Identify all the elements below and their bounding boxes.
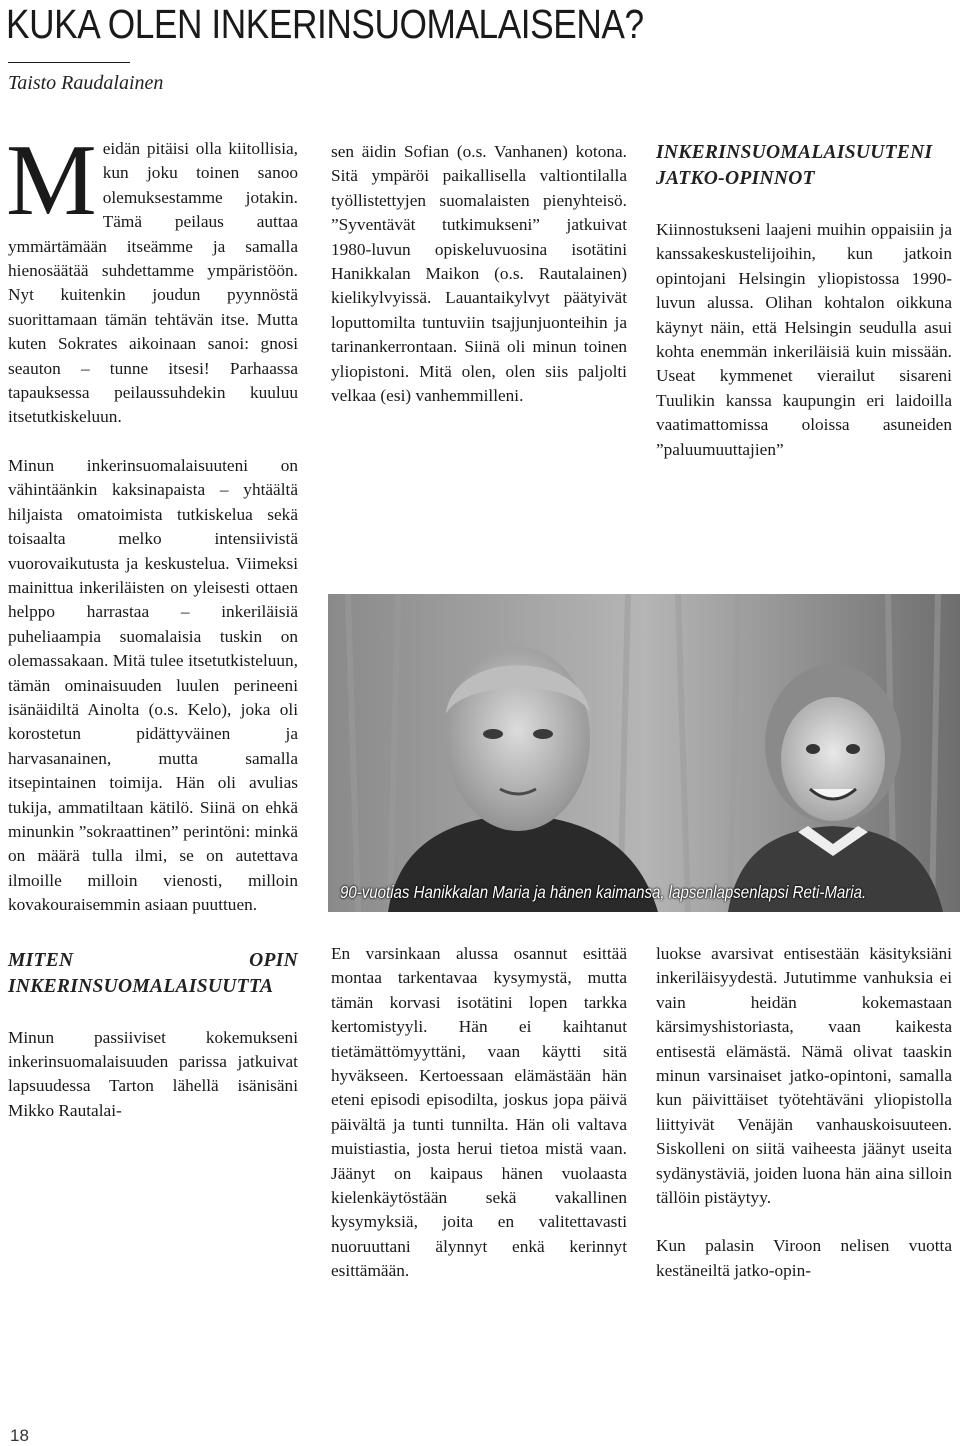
column-3-bottom [656,942,952,1283]
section-heading: INKERINSUOMALAISUUTENI JATKO-OPINNOT [656,142,933,189]
body-paragraph: Minun passiiviset kokemukseni inkerinsuomalaisuuden parissa jatkuivat lapsuudessa Tarton lähellä isänisäni Mikko Rautalai- [8,1027,298,1120]
column-1 [6,124,298,1123]
photo-caption: 90-vuotias Hanikkalan Maria ja hänen kaimansa, lapsenlapsenlapsi Reti-Maria. [340,882,867,902]
body-paragraph: Minun inkerinsuomalaisuuteni on vähintäänkin kaksinapaista – yhtäältä hiljaista omatoimista tutkiskelua sekä toisaalta melko intensiivistä vuorovaikutusta ja keskustelua. Viimeksi mainittua inkeriläisten on yleisesti ottaen helppo harrastaa – inkeriläisiä puheliaampia suomalaisia tuskin on olemassakaan. Mitä tulee itsetutkisteluun, tämän ominaisuuden luulen perineeni isänäidiltä Ainolta (o.s. Kelo), joka oli korostetun pidättyväinen ja harvasanainen, mutta samalla itsepintainen toimija. Hän oli avulias tukija, ammatiltaan kätilö. Siinä on ehkä minunkin ”sokraattinen” perintöni: minkä on määrä tulla ilmi, se on autettava ilmoille milloin vienosti, milloin kovakouraisemmin asiaan puuttuen. [8,455,298,915]
section-heading: MITEN OPIN INKERINSUOMALAISUUTTA [8,949,298,997]
column-3-top [656,140,952,462]
body-paragraph: luokse avarsivat entisestään käsityksiäni inkeriläisyydestä. Jututimme vanhuksia ei vain heidän kokemastaan kärsimyshistoriasta, vaan kaikesta entisestä elämästä. Nämä olivat taaskin minun varsinaiset jatko-opintoni, samalla kun päivittäiset työtehtäväni yliopistolla liittyivät Venäjän vanhauskoisuuteen. Siskolleni on siitä vaiheesta jäänyt useita sydänystäviä, joiden luona hän aina silloin tällöin pistäytyy. [656,944,952,1208]
body-paragraph: En varsinkaan alussa osannut esittää montaa tarkentavaa kysymystä, mutta tämän korvasi isotätini lopen tarkka kertomistyyli. Hän ei kaihtanut tietämättömyyttäni, vaan käytti sitä hyväkseen. Kertoessaan elämästään hän eteni episodi episodilta, joskus jopa päivä päivältä ja tunti tunnilta. Hän oli valtava muistiastia, josta herui tietoa mistä vaan. Jäänyt on kaipaus hänen vuolaasta kielenkäytöstään sekä vakallinen kysymyksiä, joita en valitettavasti nuoruuttani älynnyt enkä kerinnyt esittämään. [331,944,627,1281]
intro-paragraph [6,124,298,430]
column-2-top [331,140,627,408]
photo-image [328,594,960,912]
intro-paragraph-text: eidän pitäisi olla kiitollisia, kun joku toinen sanoo olemuksestamme jotakin. Tämä peilaus auttaa ymmärtämään itseämme ja samalla hienosäätää suhdettamme ympäristöön. Nyt kuitenkin joudun pyynnöstä suorittamaan tämän tehtävän itse. Mutta kuten Sokrates aikoinaan sanoi: gnosi seauton – tunne itsesi! Parhaassa tapauksessa peilaussuhdekin kuuluu itsetutkiskeluun. [8,139,298,427]
page-number: 18 [10,1426,29,1445]
body-paragraph: sen äidin Sofian (o.s. Vanhanen) kotona. Sitä ympäröi paikallisella valtiontilalla työllistettyjen suomalaisten pienyhteisö. ”Syventävät tutkimukseni” jatkuivat 1980-luvun opiskeluvuosina isotätini Hanikkalan Maikon (o.s. Rautalainen) kielikylvyissä. Lauantaikylvyt päätyivät loputtomilta tuntuviin tsajjunjuonteihin ja tarinankerrontaan. Siinä oli minun toinen yliopistoni. Mitä olen, olen siis paljolti velkaa (esi) vanhemmilleni. [331,142,627,406]
drop-cap: M [6,124,97,237]
photo [328,594,960,912]
column-2-bottom [331,942,627,1284]
body-paragraph: Kun palasin Viroon nelisen vuotta kestäneiltä jatko-opin- [656,1236,952,1280]
body-paragraph: Kiinnostukseni laajeni muihin oppaisiin ja kanssakeskustelijoihin, kun jatkoin opintojani Helsingin yliopistossa 1990-luvun alussa. Olihan kohtalon oikkuna käynyt näin, että Helsingin seudulla asui kohta enemmän inkeriläisiä kuin missään. Useat kymmenet vierailut sisareni Tuulikin kanssa kaupungin eri laidoilla vaatimattomissa oloissa asuneiden ”paluumuuttajien” [656,220,952,459]
page-title: KUKA OLEN INKERINSUOMALAISENA? [6,1,644,47]
author-byline: Taisto Raudalainen [8,72,164,94]
title-divider [8,62,130,63]
